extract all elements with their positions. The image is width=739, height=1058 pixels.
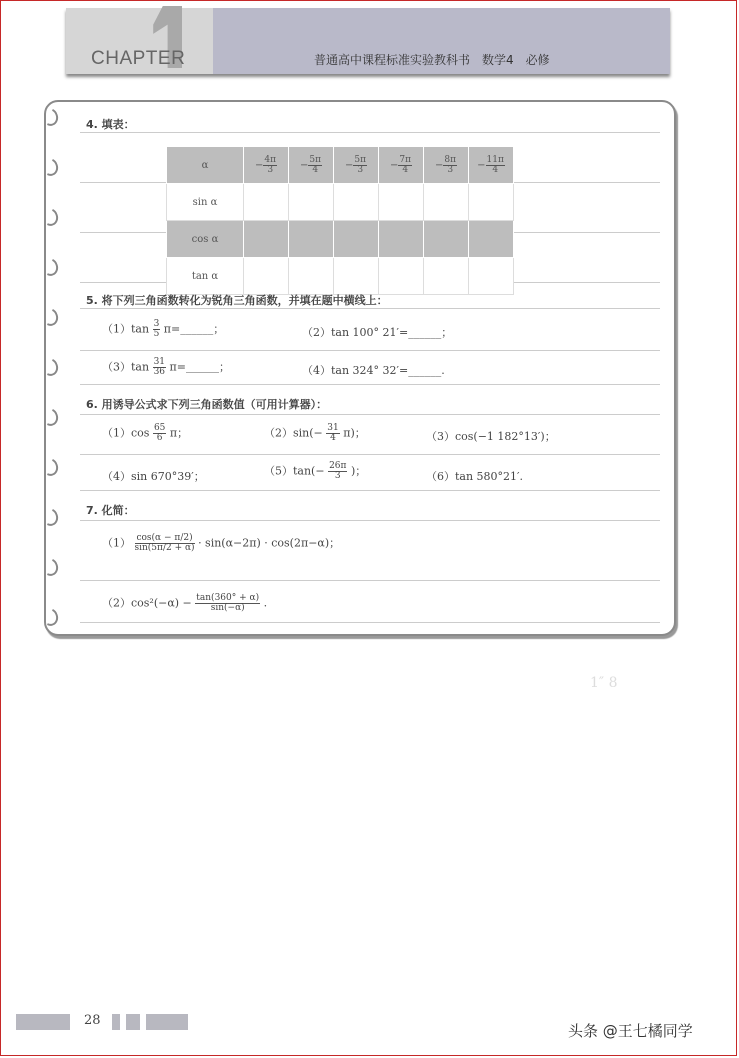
q5-item-3: （3）tan $\frac{31}{36}$ π=______；: [102, 357, 230, 377]
ruled-line: [80, 580, 660, 581]
chapter-label: CHAPTER: [91, 48, 186, 69]
blank-cell: [379, 184, 424, 221]
table-header-cell: − $\frac{11\pi}{4}$: [469, 147, 514, 184]
blank-cell: [379, 221, 424, 258]
blank-cell: [289, 221, 334, 258]
table-corner-cell: α: [167, 147, 244, 184]
blank-cell: [289, 184, 334, 221]
blank-cell: [424, 221, 469, 258]
q6-item-5: （5）tan(− $\frac{26\pi}{3}$ )；: [264, 461, 367, 481]
q6-item-2: （2）sin(− $\frac{31}{4}$ π)；: [264, 423, 366, 443]
q5-item-4: （4）tan 324° 32′=______.: [302, 364, 445, 377]
footer-bar-mid-2: [126, 1014, 140, 1030]
q7-heading: 7. 化简：: [86, 504, 135, 517]
blank-cell: [379, 258, 424, 295]
footer-bar-left: [16, 1014, 70, 1030]
q6-item-3: （3）cos(−1 182°13′)；: [426, 430, 556, 443]
q5-heading: 5. 将下列三角函数转化为锐角三角函数，并填在题中横线上：: [86, 294, 388, 307]
blank-cell: [244, 221, 289, 258]
blank-cell: [469, 258, 514, 295]
table-row-cos: [167, 221, 514, 258]
q6-item-4: （4）sin 670°39′；: [102, 470, 205, 483]
q6-item-6: （6）tan 580°21′.: [426, 470, 524, 483]
blank-cell: [334, 184, 379, 221]
row-label: sin α: [167, 184, 244, 221]
ruled-line: [80, 132, 660, 133]
table-header-cell: − $\frac{4\pi}{3}$: [244, 147, 289, 184]
blank-cell: [424, 184, 469, 221]
faint-bleedthrough-marks: 1″ 8: [590, 675, 618, 691]
footer-bar-right: [146, 1014, 188, 1030]
blank-cell: [334, 258, 379, 295]
footer-bar-mid-1: [112, 1014, 120, 1030]
ruled-line: [80, 520, 660, 521]
blank-cell: [244, 184, 289, 221]
table-header-cell: − $\frac{7\pi}{4}$: [379, 147, 424, 184]
blank-cell: [289, 258, 334, 295]
q5-item-2: （2）tan 100° 21′=______；: [302, 326, 453, 339]
ruled-line: [80, 490, 660, 491]
notebook-panel: [44, 100, 676, 636]
table-header-cell: − $\frac{5\pi}{3}$: [334, 147, 379, 184]
q4-heading: 4. 填表：: [86, 118, 135, 131]
table-header-cell: − $\frac{8\pi}{3}$: [424, 147, 469, 184]
blank-cell: [469, 184, 514, 221]
ruled-line: [80, 384, 660, 385]
fill-in-table: [166, 146, 514, 295]
q7-item-1: （1） $\frac{\cos(\alpha - \pi/2)}{\sin(5\pi/2 + \alpha)}$ · sin(α−2π) · cos(2π−α)；: [102, 533, 341, 553]
q6-item-1: （1）cos $\frac{65}{6}$ π；: [102, 423, 189, 443]
blank-cell: [469, 221, 514, 258]
ruled-line: [80, 454, 660, 455]
ruled-line: [80, 622, 660, 623]
watermark: 头条 @王七橘同学: [568, 1022, 693, 1040]
table-row-tan: [167, 258, 514, 295]
row-label: cos α: [167, 221, 244, 258]
table-header-cell: − $\frac{5\pi}{4}$: [289, 147, 334, 184]
q6-heading: 6. 用诱导公式求下列三角函数值（可用计算器）：: [86, 398, 328, 411]
blank-cell: [424, 258, 469, 295]
blank-cell: [334, 221, 379, 258]
blank-cell: [244, 258, 289, 295]
page-number: 28: [84, 1013, 101, 1028]
ruled-line: [80, 414, 660, 415]
q7-item-2: （2）cos²(−α) − $\frac{\tan(360^\circ + \alpha)}{\sin(-\alpha)}$ .: [102, 593, 268, 613]
chapter-header-banner: [66, 8, 670, 74]
ruled-line: [80, 350, 660, 351]
ruled-line: [80, 308, 660, 309]
row-label: tan α: [167, 258, 244, 295]
table-header-row: [167, 147, 514, 184]
table-row-sin: [167, 184, 514, 221]
book-title: 普通高中课程标准实验教科书 数学4 必修: [314, 53, 550, 67]
q5-item-1: （1）tan $\frac{3}{5}$ π=______；: [102, 319, 225, 339]
